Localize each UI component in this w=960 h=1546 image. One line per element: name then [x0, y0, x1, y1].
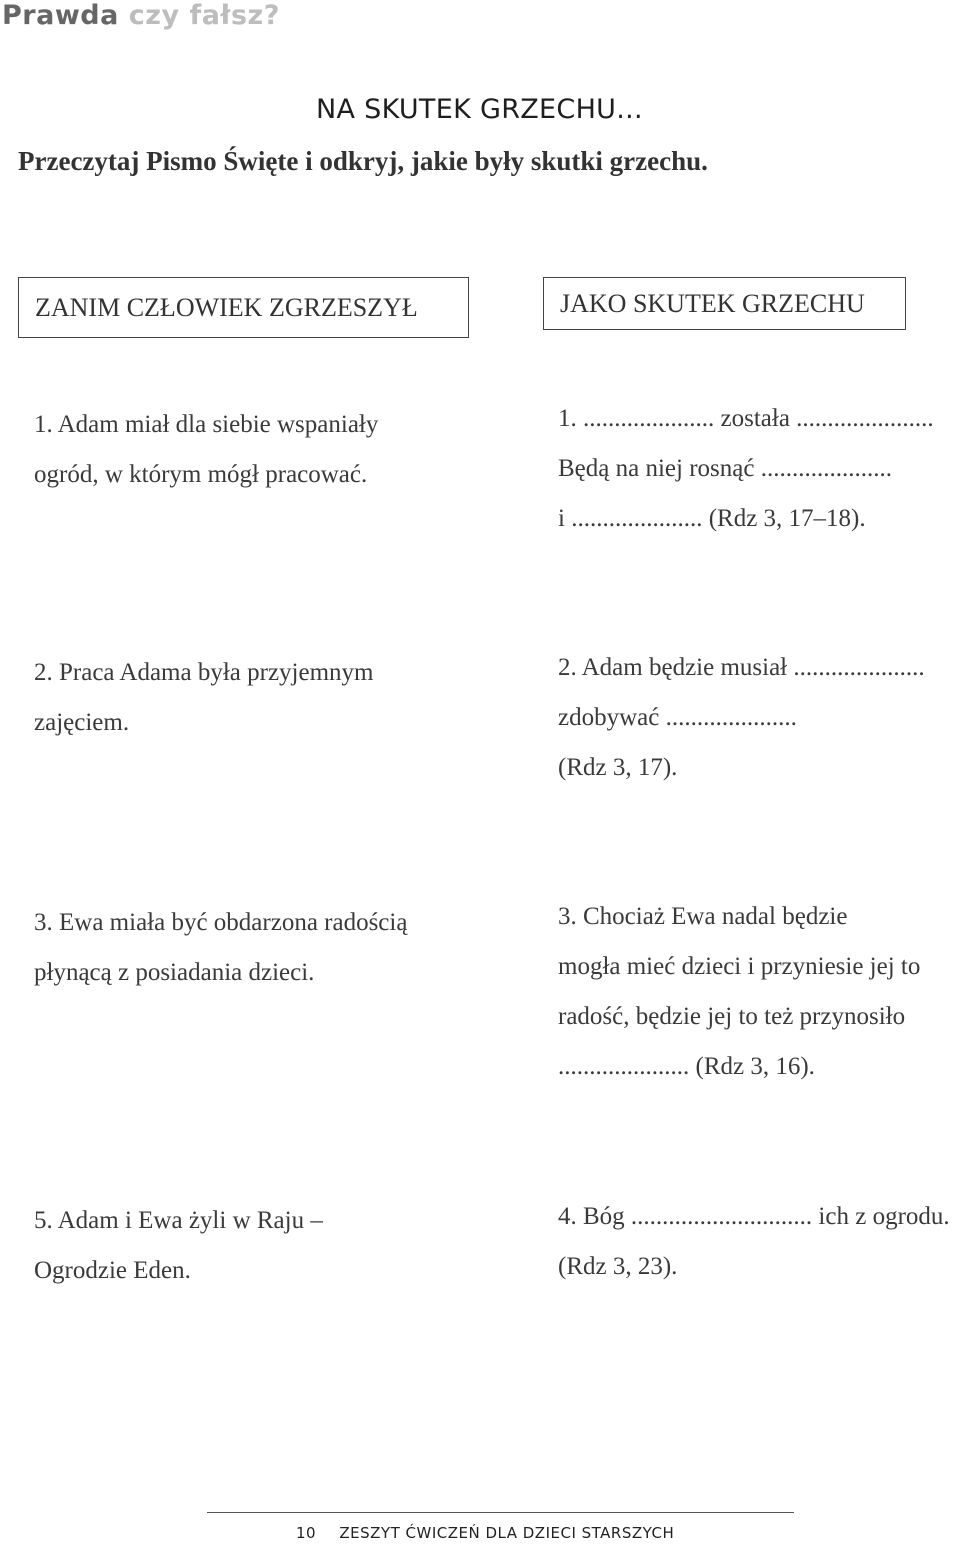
instruction-text: Przeczytaj Pismo Święte i odkryj, jakie były skutki grzechu.: [18, 146, 708, 176]
item-line: 2. Adam będzie musiał .....................: [558, 654, 925, 681]
item-line: Ogrodzie Eden.: [34, 1257, 191, 1284]
item-line: 3. Chociaż Ewa nadal będzie: [558, 903, 848, 930]
section-label-part1: Prawda: [2, 0, 119, 31]
right-column-header: [543, 277, 906, 330]
item-line: 1. Adam miał dla siebie wspaniały: [34, 411, 379, 438]
book-title: ZESZYT ĆWICZEŃ DLA DZIECI STARSZYCH: [339, 1524, 675, 1542]
item-line: 3. Ewa miała być obdarzona radością: [34, 909, 408, 936]
item-line: zdobywać .....................: [558, 704, 797, 731]
item-line: i ..................... (Rdz 3, 17–18).: [558, 505, 866, 532]
right-item-2: [558, 643, 925, 793]
section-label: [2, 0, 280, 31]
item-line: (Rdz 3, 23).: [558, 1253, 678, 1280]
item-line: 5. Adam i Ewa żyli w Raju –: [34, 1207, 323, 1234]
left-column-header-label: ZANIM CZŁOWIEK ZGRZESZYŁ: [35, 292, 418, 322]
item-line: ..................... (Rdz 3, 16).: [558, 1053, 815, 1080]
left-column-header: [18, 277, 469, 338]
item-line: ogród, w którym mógł pracować.: [34, 461, 368, 488]
left-item-5: [34, 1196, 323, 1296]
item-line: 4. Bóg ............................. ich z ogrodu.: [558, 1203, 950, 1230]
right-item-1: [558, 394, 934, 544]
left-item-2: [34, 648, 373, 748]
item-line: mogła mieć dzieci i przyniesie jej to: [558, 953, 921, 980]
item-line: 2. Praca Adama była przyjemnym: [34, 659, 374, 686]
section-label-part2: czy fałsz?: [128, 0, 280, 31]
right-item-4: [558, 1192, 950, 1292]
item-line: płynącą z posiadania dzieci.: [34, 959, 315, 986]
page-footer: [296, 1524, 674, 1542]
item-line: zajęciem.: [34, 709, 130, 736]
item-line: radość, będzie jej to też przynosiło: [558, 1003, 906, 1030]
page-title: NA SKUTEK GRZECHU...: [316, 94, 643, 125]
right-column-header-label: JAKO SKUTEK GRZECHU: [560, 288, 865, 318]
left-item-1: [34, 400, 378, 500]
footer-divider: [207, 1512, 794, 1513]
page-number: 10: [296, 1524, 317, 1542]
item-line: (Rdz 3, 17).: [558, 754, 678, 781]
right-item-3: [558, 892, 920, 1092]
item-line: 1. ..................... została ......................: [558, 405, 934, 432]
left-item-3: [34, 898, 407, 998]
item-line: Będą na niej rosnąć .....................: [558, 455, 892, 482]
